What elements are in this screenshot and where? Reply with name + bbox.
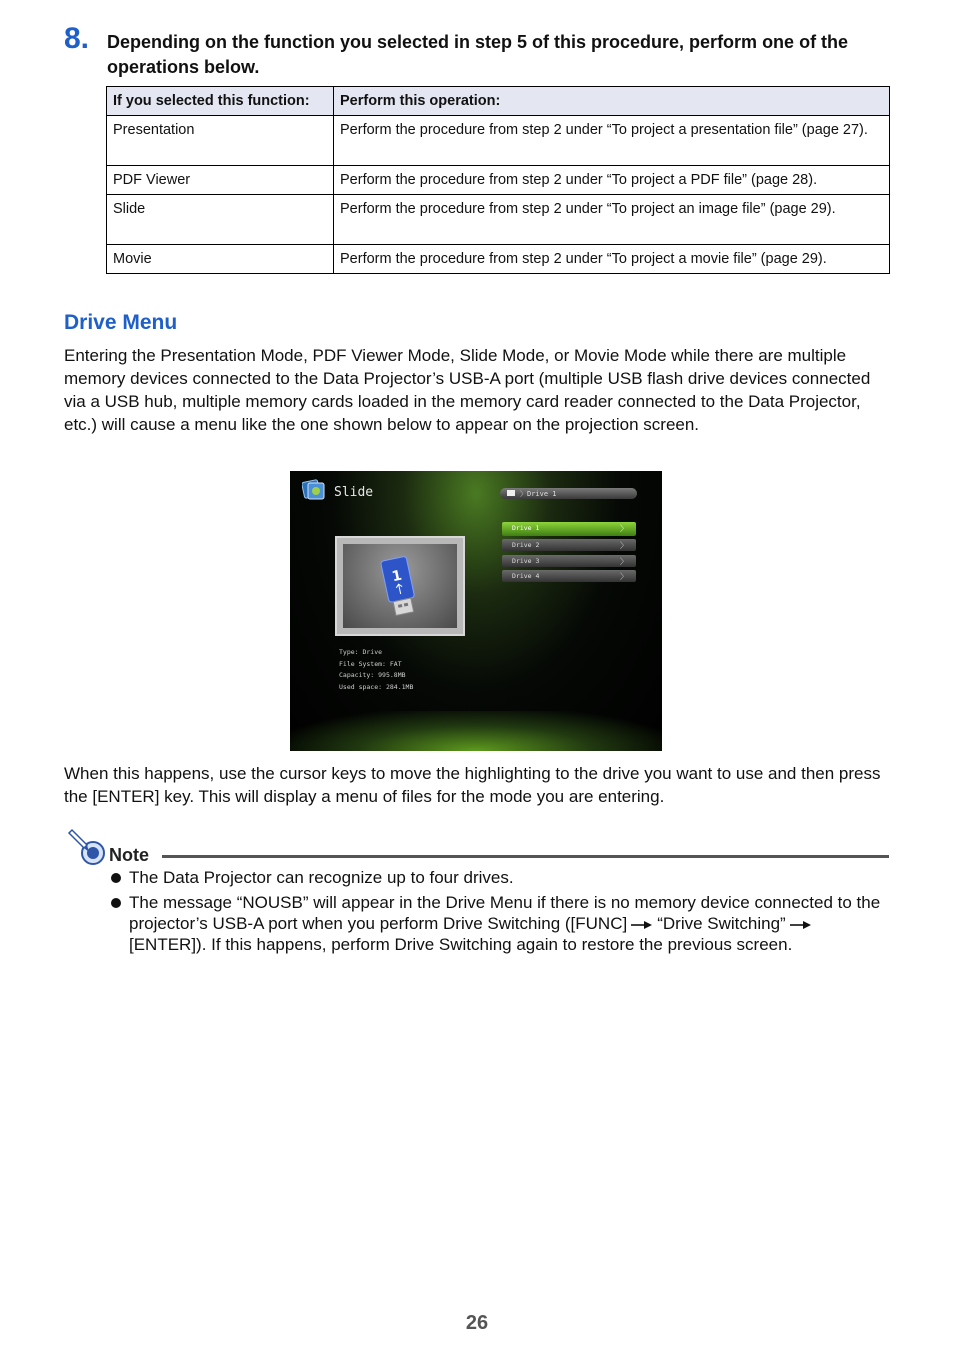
- drive-info: [339, 647, 413, 693]
- drive-label: Drive 3: [512, 557, 540, 565]
- drive-item-2[interactable]: [502, 539, 636, 551]
- table-cell-operation: Perform the procedure from step 2 under “To project an image file” (page 29).: [334, 195, 890, 245]
- table-cell-function: Slide: [107, 195, 334, 245]
- info-line: Used space: 284.1MB: [339, 682, 414, 691]
- arrow-right-icon: [630, 920, 654, 930]
- list-item: [108, 892, 888, 955]
- chevron-right-icon: 〉: [620, 557, 628, 566]
- info-line: File System: FAT: [339, 659, 402, 668]
- table-cell-operation: Perform the procedure from step 2 under “To project a PDF file” (page 28).: [334, 166, 890, 195]
- table-cell-operation: Perform the procedure from step 2 under “To project a movie file” (page 29).: [334, 245, 890, 274]
- list-item: [108, 867, 888, 888]
- table-header: Perform this operation:: [334, 87, 890, 116]
- note-text: “Drive Switching”: [657, 914, 786, 933]
- table-cell-function: Movie: [107, 245, 334, 274]
- info-line: Type: Drive: [339, 648, 383, 656]
- drive-item-3[interactable]: [502, 555, 636, 567]
- table-cell-function: PDF Viewer: [107, 166, 334, 195]
- bullet-icon: [111, 873, 121, 883]
- body-paragraph: When this happens, use the cursor keys to move the highlighting to the drive you want to use and then press the [ENTER] key. This will display a menu of files for the mode you are entering.: [64, 764, 881, 806]
- note-label: Note: [109, 845, 149, 865]
- operations-table: [106, 86, 890, 274]
- note-pencil-icon: [66, 828, 106, 866]
- info-line: Capacity: 995.8MB: [339, 671, 406, 679]
- step-number: 8.: [64, 22, 90, 55]
- table-row: [107, 116, 890, 166]
- arrow-right-icon: [789, 920, 813, 930]
- screen-glow: [290, 711, 662, 751]
- usb-drive-number: 1: [390, 567, 404, 586]
- note-list: [108, 867, 888, 959]
- section-title: Drive Menu: [64, 311, 178, 334]
- drive-label: Drive 2: [512, 541, 540, 549]
- table-cell-operation: Perform the procedure from step 2 under “To project a presentation file” (page 27).: [334, 116, 890, 166]
- app-title: Slide: [334, 485, 374, 500]
- table-row: [107, 245, 890, 274]
- slide-app-icon: [302, 479, 326, 501]
- usb-drive-icon: [343, 544, 457, 628]
- note-text: The message “NOUSB” will appear in the Drive Menu if there is no memory device connected to the projector’s USB-A port when you perform Drive Switching ([FUNC]: [129, 893, 881, 933]
- path-text: 〉Drive 1: [520, 490, 557, 498]
- path-bar: [500, 488, 637, 499]
- folder-icon: [507, 490, 515, 496]
- note-divider: [162, 855, 889, 858]
- drive-preview: [335, 536, 465, 636]
- bullet-icon: [111, 898, 121, 908]
- step-instruction: Depending on the function you selected in step 5 of this procedure, perform one of the operations below.: [107, 32, 849, 77]
- chevron-right-icon: 〉: [620, 572, 628, 581]
- table-cell-function: Presentation: [107, 116, 334, 166]
- note-text: The Data Projector can recognize up to four drives.: [129, 868, 514, 887]
- chevron-right-icon: 〉: [620, 541, 628, 550]
- table-header: If you selected this function:: [107, 87, 334, 116]
- chevron-right-icon: 〉: [620, 524, 628, 533]
- table-row: [107, 195, 890, 245]
- drive-item-1[interactable]: [502, 522, 636, 536]
- page-number: 26: [465, 1312, 489, 1334]
- drive-menu-screenshot: [290, 471, 662, 751]
- table-header-row: [107, 87, 890, 116]
- preview-area: [343, 544, 457, 628]
- body-paragraph: Entering the Presentation Mode, PDF Viewer Mode, Slide Mode, or Movie Mode while there are multiple memory devices connected to the Data Projector’s USB-A port (multiple USB flash drive devices connected via a USB hub, multiple memory cards loaded in the memory card reader connected to the Data Projector, etc.) will cause a menu like the one shown below to appear on the projection screen.: [64, 346, 871, 434]
- drive-label: Drive 4: [512, 572, 540, 580]
- note-text: [ENTER]). If this happens, perform Drive Switching again to restore the previous screen.: [129, 935, 793, 954]
- table-row: [107, 166, 890, 195]
- drive-item-4[interactable]: [502, 570, 636, 582]
- drive-label: Drive 1: [512, 524, 540, 532]
